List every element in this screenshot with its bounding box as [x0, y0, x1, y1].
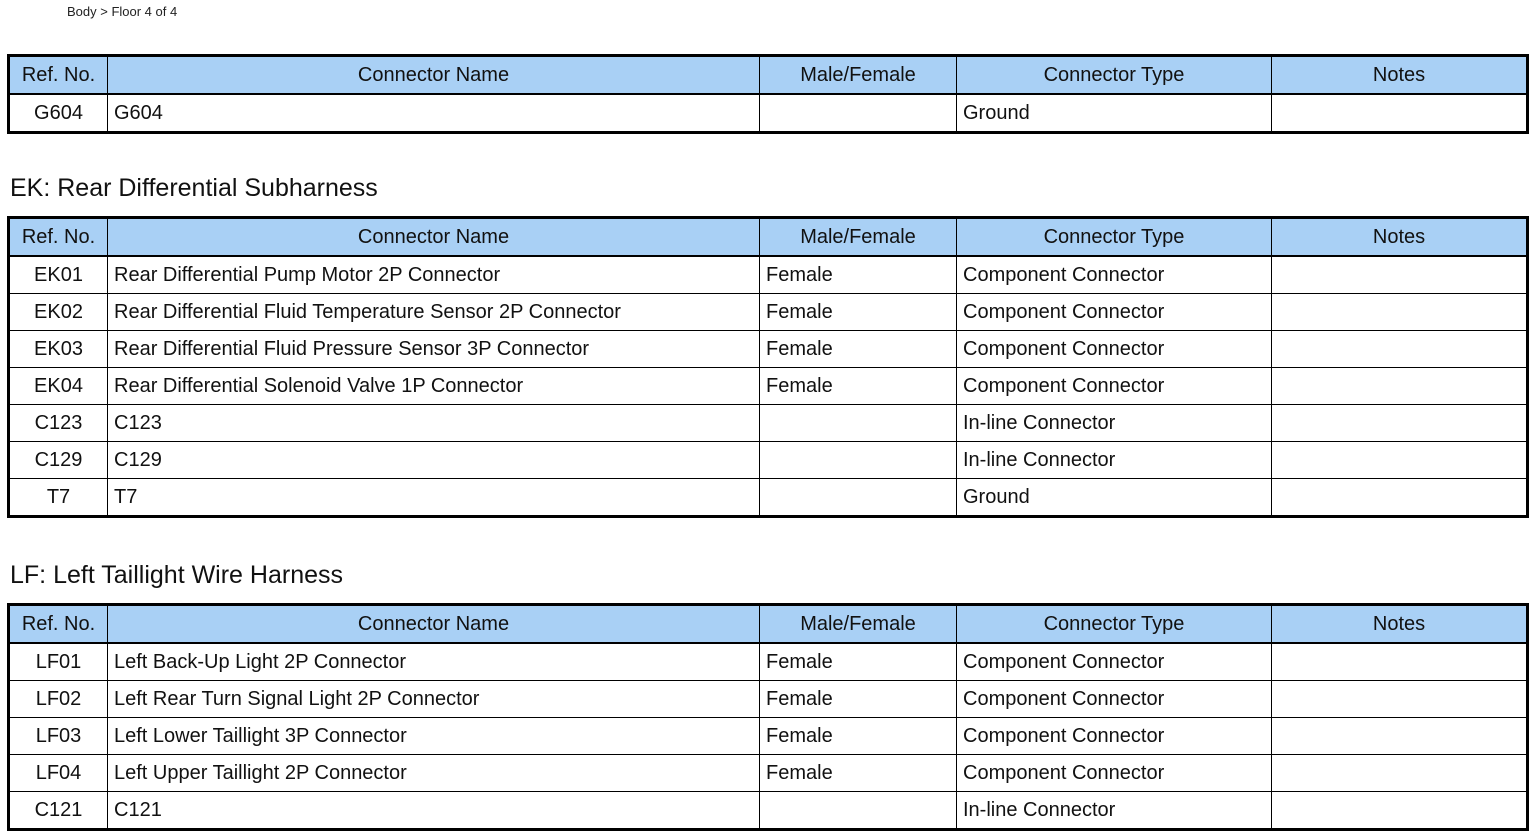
cell-ref-no: LF04	[9, 755, 108, 792]
cell-male-female	[760, 792, 957, 830]
column-header-connector-name: Connector Name	[108, 218, 760, 257]
table-row	[9, 331, 1528, 368]
table-row	[9, 256, 1528, 294]
cell-connector-type: In-line Connector	[957, 405, 1272, 442]
cell-connector-name: Left Back-Up Light 2P Connector	[108, 643, 760, 681]
column-header-ref-no: Ref. No.	[9, 56, 108, 95]
cell-ref-no: EK04	[9, 368, 108, 405]
column-header-notes: Notes	[1272, 56, 1528, 95]
cell-ref-no: EK01	[9, 256, 108, 294]
header-row	[9, 218, 1528, 257]
table-row	[9, 405, 1528, 442]
cell-male-female	[760, 479, 957, 517]
cell-ref-no: LF01	[9, 643, 108, 681]
cell-connector-type: Component Connector	[957, 755, 1272, 792]
cell-connector-name: Rear Differential Solenoid Valve 1P Connector	[108, 368, 760, 405]
cell-male-female: Female	[760, 643, 957, 681]
cell-male-female: Female	[760, 331, 957, 368]
header-row	[9, 56, 1528, 95]
cell-connector-type: Component Connector	[957, 331, 1272, 368]
column-header-male-female: Male/Female	[760, 56, 957, 95]
cell-connector-name: Rear Differential Fluid Temperature Sensor 2P Connector	[108, 294, 760, 331]
cell-male-female	[760, 405, 957, 442]
cell-notes	[1272, 405, 1528, 442]
connector-table-ek	[7, 216, 1529, 518]
cell-male-female: Female	[760, 718, 957, 755]
column-header-ref-no: Ref. No.	[9, 605, 108, 644]
table-row	[9, 294, 1528, 331]
cell-notes	[1272, 755, 1528, 792]
column-header-ref-no: Ref. No.	[9, 218, 108, 257]
cell-ref-no: EK02	[9, 294, 108, 331]
cell-connector-type: In-line Connector	[957, 442, 1272, 479]
cell-connector-name: T7	[108, 479, 760, 517]
cell-connector-type: In-line Connector	[957, 792, 1272, 830]
cell-connector-name: C129	[108, 442, 760, 479]
cell-connector-type: Component Connector	[957, 681, 1272, 718]
section-title-lf: LF: Left Taillight Wire Harness	[10, 561, 343, 589]
cell-notes	[1272, 643, 1528, 681]
cell-notes	[1272, 442, 1528, 479]
column-header-notes: Notes	[1272, 218, 1528, 257]
cell-connector-name: Left Lower Taillight 3P Connector	[108, 718, 760, 755]
cell-male-female	[760, 442, 957, 479]
cell-notes	[1272, 94, 1528, 133]
cell-ref-no: LF03	[9, 718, 108, 755]
cell-male-female: Female	[760, 368, 957, 405]
cell-connector-name: Rear Differential Pump Motor 2P Connector	[108, 256, 760, 294]
cell-notes	[1272, 256, 1528, 294]
cell-male-female: Female	[760, 256, 957, 294]
section-title-ek: EK: Rear Differential Subharness	[10, 174, 378, 202]
table-row	[9, 718, 1528, 755]
column-header-male-female: Male/Female	[760, 605, 957, 644]
connector-table-lf	[7, 603, 1529, 831]
cell-connector-name: C121	[108, 792, 760, 830]
cell-notes	[1272, 718, 1528, 755]
table-row	[9, 94, 1528, 133]
cell-notes	[1272, 792, 1528, 830]
cell-connector-name: Left Upper Taillight 2P Connector	[108, 755, 760, 792]
cell-connector-type: Component Connector	[957, 294, 1272, 331]
cell-ref-no: EK03	[9, 331, 108, 368]
cell-connector-type: Component Connector	[957, 718, 1272, 755]
table-row	[9, 643, 1528, 681]
table-row	[9, 368, 1528, 405]
column-header-notes: Notes	[1272, 605, 1528, 644]
cell-ref-no: C123	[9, 405, 108, 442]
table-row	[9, 442, 1528, 479]
table-row	[9, 792, 1528, 830]
table-row	[9, 755, 1528, 792]
cell-male-female: Female	[760, 681, 957, 718]
cell-connector-name: G604	[108, 94, 760, 133]
column-header-connector-name: Connector Name	[108, 56, 760, 95]
cell-ref-no: G604	[9, 94, 108, 133]
table-row	[9, 479, 1528, 517]
cell-notes	[1272, 368, 1528, 405]
cell-notes	[1272, 294, 1528, 331]
cell-ref-no: LF02	[9, 681, 108, 718]
cell-notes	[1272, 331, 1528, 368]
cell-connector-name: Rear Differential Fluid Pressure Sensor 3P Connector	[108, 331, 760, 368]
cell-connector-type: Ground	[957, 479, 1272, 517]
cell-connector-name: C123	[108, 405, 760, 442]
cell-ref-no: C129	[9, 442, 108, 479]
cell-connector-type: Component Connector	[957, 368, 1272, 405]
cell-connector-type: Component Connector	[957, 256, 1272, 294]
cell-male-female: Female	[760, 755, 957, 792]
cell-notes	[1272, 479, 1528, 517]
cell-ref-no: T7	[9, 479, 108, 517]
cell-connector-type: Ground	[957, 94, 1272, 133]
cell-male-female	[760, 94, 957, 133]
cell-male-female: Female	[760, 294, 957, 331]
column-header-male-female: Male/Female	[760, 218, 957, 257]
cell-ref-no: C121	[9, 792, 108, 830]
header-row	[9, 605, 1528, 644]
connector-table-ground	[7, 54, 1529, 134]
column-header-connector-type: Connector Type	[957, 605, 1272, 644]
column-header-connector-type: Connector Type	[957, 56, 1272, 95]
breadcrumb: Body > Floor 4 of 4	[67, 4, 178, 19]
cell-connector-type: Component Connector	[957, 643, 1272, 681]
cell-notes	[1272, 681, 1528, 718]
column-header-connector-name: Connector Name	[108, 605, 760, 644]
cell-connector-name: Left Rear Turn Signal Light 2P Connector	[108, 681, 760, 718]
table-row	[9, 681, 1528, 718]
column-header-connector-type: Connector Type	[957, 218, 1272, 257]
